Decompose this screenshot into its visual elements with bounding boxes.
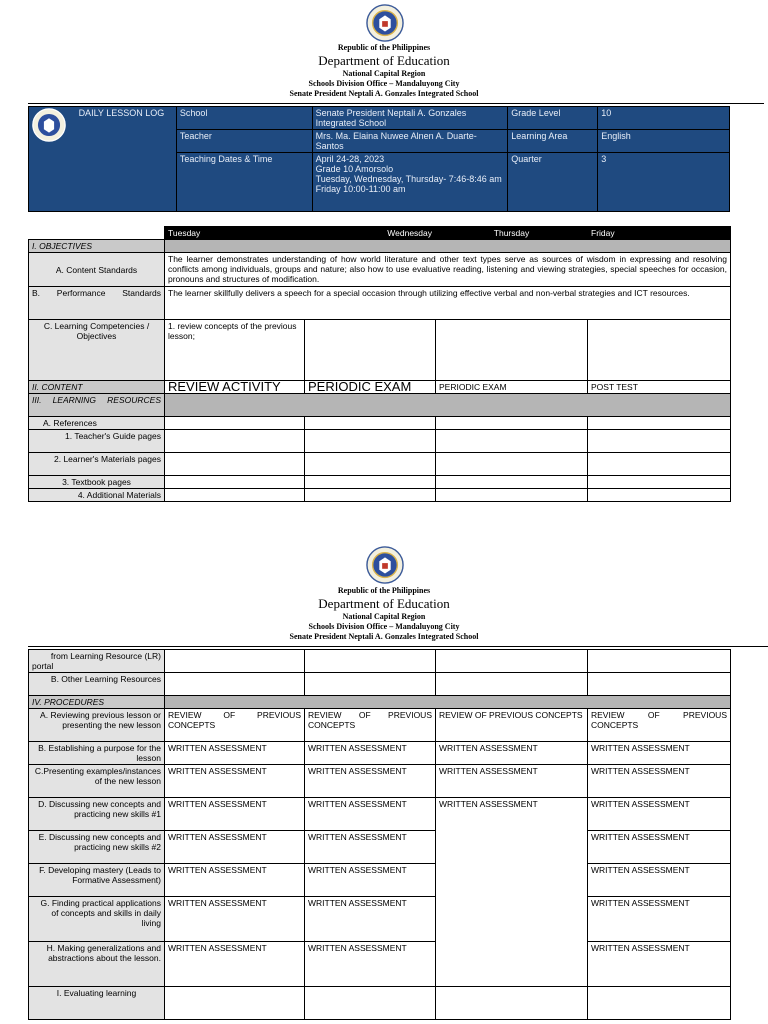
grade-value: 10 xyxy=(598,107,730,130)
references-label: A. References xyxy=(29,417,165,430)
day-thursday: Thursday xyxy=(436,227,588,240)
procedures-heading: IV. PROCEDURES xyxy=(29,696,165,709)
content-friday: POST TEST xyxy=(588,381,731,394)
quarter-label: Quarter xyxy=(508,153,598,212)
content-thursday: PERIODIC EXAM xyxy=(436,381,588,394)
performance-standards-text: The learner skillfully delivers a speech for a special occasion through utilizing effective verbal and non-verbal strategies and ICT resources. xyxy=(165,287,731,320)
header-region-2: National Capital Region xyxy=(342,612,426,621)
day-friday: Friday xyxy=(588,227,731,240)
header-department: Department of Education xyxy=(318,53,450,68)
proc-i-label: I. Evaluating learning xyxy=(29,987,165,1020)
additional-materials-label: 4. Additional Materials xyxy=(29,489,165,502)
proc-b-friday: WRITTEN ASSESSMENT xyxy=(588,742,731,765)
header-school-2: Senate President Neptali A. Gonzales Integrated School xyxy=(289,632,479,641)
learners-materials-label: 2. Learner's Materials pages xyxy=(29,453,165,476)
proc-b-label: B. Establishing a purpose for the lesson xyxy=(29,742,165,765)
proc-h-wednesday: WRITTEN ASSESSMENT xyxy=(305,942,436,987)
lesson-info-table xyxy=(28,106,730,212)
proc-c-friday: WRITTEN ASSESSMENT xyxy=(588,765,731,798)
day-tuesday: Tuesday xyxy=(165,227,305,240)
proc-a-thursday: REVIEW OF PREVIOUS CONCEPTS xyxy=(436,709,588,742)
dates-line4: Friday 10:00-11:00 am xyxy=(315,184,406,194)
proc-f-wednesday: WRITTEN ASSESSMENT xyxy=(305,864,436,897)
proc-e-label: E. Discussing new concepts and practicing new skills #2 xyxy=(29,831,165,864)
proc-h-label: H. Making generalizations and abstractions about the lesson. xyxy=(29,942,165,987)
proc-h-thursday: WRITTEN ASSESSMENT xyxy=(588,942,731,987)
proc-g-tuesday: WRITTEN ASSESSMENT xyxy=(165,897,305,942)
competency-tuesday: 1. review concepts of the previous lesson; xyxy=(165,320,305,381)
header-region: National Capital Region xyxy=(342,69,426,78)
proc-e-tuesday: WRITTEN ASSESSMENT xyxy=(165,831,305,864)
proc-c-label: C.Presenting examples/instances of the new lesson xyxy=(29,765,165,798)
deped-seal-icon xyxy=(366,4,404,42)
content-heading: II. CONTENT xyxy=(29,381,165,394)
dates-line3: Tuesday, Wednesday, Thursday- 7:46-8:46 am xyxy=(315,174,502,184)
deped-seal-small-icon xyxy=(32,108,66,142)
procedures-table xyxy=(28,649,731,1020)
school-label: School xyxy=(176,107,312,130)
title-cell xyxy=(29,107,177,212)
proc-h-tuesday: WRITTEN ASSESSMENT xyxy=(165,942,305,987)
proc-d-thursday: WRITTEN ASSESSMENT xyxy=(436,798,588,987)
proc-g-friday: WRITTEN ASSESSMENT xyxy=(588,897,731,942)
teacher-value: Mrs. Ma. Elaina Nuwee Alnen A. Duarte-Santos xyxy=(312,130,508,153)
content-wednesday: PERIODIC EXAM xyxy=(305,381,436,394)
proc-g-wednesday: WRITTEN ASSESSMENT xyxy=(305,897,436,942)
teachers-guide-label: 1. Teacher's Guide pages xyxy=(29,430,165,453)
header-divider-2 xyxy=(28,646,768,647)
proc-d-friday: WRITTEN ASSESSMENT xyxy=(588,798,731,831)
deped-seal-icon-page2 xyxy=(366,546,404,584)
proc-a-label: A. Reviewing previous lesson or presenting the new lesson xyxy=(29,709,165,742)
header-division: Schools Division Office – Mandaluyong City xyxy=(308,79,460,88)
school-value: Senate President Neptali A. Gonzales Integrated School xyxy=(312,107,508,130)
dates-label: Teaching Dates & Time xyxy=(176,153,312,212)
content-standards-text: The learner demonstrates understanding of how world literature and other text types serve as sources of wisdom in expressing and resolving conflicts among individuals, groups and nature; also how to use evaluative reading, listening and viewing strategies, special speeches for occasion, pronouns and structures of modification. xyxy=(165,253,731,287)
proc-e-wednesday: WRITTEN ASSESSMENT xyxy=(305,831,436,864)
proc-d-label: D. Discussing new concepts and practicing new skills #1 xyxy=(29,798,165,831)
day-wednesday: Wednesday xyxy=(305,227,436,240)
area-value: English xyxy=(598,130,730,153)
resources-heading: III. LEARNING RESOURCES xyxy=(29,394,165,417)
proc-b-thursday: WRITTEN ASSESSMENT xyxy=(436,742,588,765)
competencies-label: C. Learning Competencies / Objectives xyxy=(29,320,165,381)
proc-b-wednesday: WRITTEN ASSESSMENT xyxy=(305,742,436,765)
teacher-label: Teacher xyxy=(176,130,312,153)
other-resources-label: B. Other Learning Resources xyxy=(29,673,165,696)
performance-standards-label: B. Performance Standards xyxy=(29,287,165,320)
area-label: Learning Area xyxy=(508,130,598,153)
quarter-value: 3 xyxy=(598,153,730,212)
dates-line1: April 24-28, 2023 xyxy=(315,154,385,164)
textbook-label: 3. Textbook pages xyxy=(29,476,165,489)
proc-a-wednesday: REVIEW OF PREVIOUS CONCEPTS xyxy=(305,709,436,742)
proc-c-tuesday: WRITTEN ASSESSMENT xyxy=(165,765,305,798)
dates-value xyxy=(312,153,508,212)
header-school: Senate President Neptali A. Gonzales Integrated School xyxy=(289,89,479,98)
proc-f-friday: WRITTEN ASSESSMENT xyxy=(588,864,731,897)
header-division-2: Schools Division Office – Mandaluyong City xyxy=(308,622,460,631)
proc-a-tuesday: REVIEW OF PREVIOUS CONCEPTS xyxy=(165,709,305,742)
header-department-2: Department of Education xyxy=(318,596,450,611)
dll-main-table xyxy=(28,226,731,502)
proc-d-tuesday: WRITTEN ASSESSMENT xyxy=(165,798,305,831)
proc-c-thursday: WRITTEN ASSESSMENT xyxy=(436,765,588,798)
proc-f-tuesday: WRITTEN ASSESSMENT xyxy=(165,864,305,897)
content-standards-label: A. Content Standards xyxy=(29,253,165,287)
proc-c-wednesday: WRITTEN ASSESSMENT xyxy=(305,765,436,798)
proc-f-label: F. Developing mastery (Leads to Formative Assessment) xyxy=(29,864,165,897)
header-republic-2: Republic of the Philippines xyxy=(337,586,431,595)
header-republic: Republic of the Philippines xyxy=(337,43,431,52)
additional-cont-label: from Learning Resource (LR) portal xyxy=(29,650,165,673)
proc-e-friday: WRITTEN ASSESSMENT xyxy=(588,831,731,864)
header-divider xyxy=(28,103,764,104)
grade-label: Grade Level xyxy=(508,107,598,130)
proc-d-wednesday: WRITTEN ASSESSMENT xyxy=(305,798,436,831)
dll-title: DAILY LESSON LOG xyxy=(78,108,165,118)
content-tuesday: REVIEW ACTIVITY xyxy=(165,381,305,394)
proc-a-friday: REVIEW OF PREVIOUS CONCEPTS xyxy=(588,709,731,742)
proc-g-label: G. Finding practical applications of concepts and skills in daily living xyxy=(29,897,165,942)
objectives-heading: I. OBJECTIVES xyxy=(29,240,165,253)
dates-line2: Grade 10 Amorsolo xyxy=(315,164,394,174)
proc-b-tuesday: WRITTEN ASSESSMENT xyxy=(165,742,305,765)
